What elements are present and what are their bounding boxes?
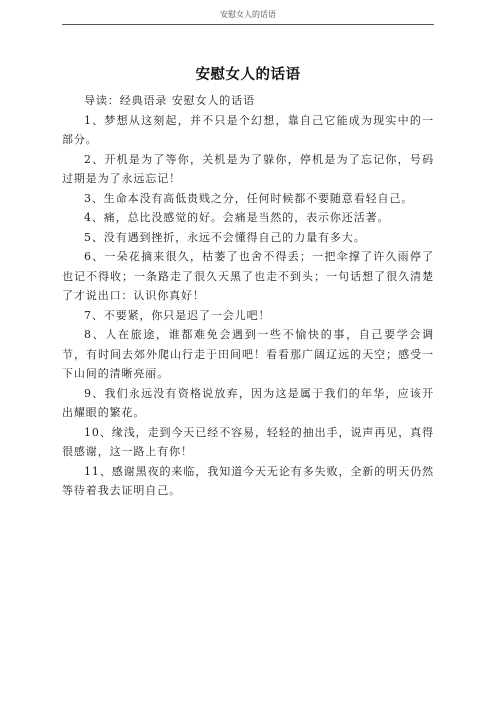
quote-paragraph-9: 9、我们永远没有资格说放弃，因为这是属于我们的年华，应该开出耀眼的繁花。 (62, 386, 434, 419)
document-title: 安慰女人的话语 (195, 66, 301, 83)
quote-paragraph-8: 8、人在旅途，谁都难免会遇到一些不愉快的事，自己要学会调节，有时间去郊外爬山行走于田间吧！看看那广阔辽远的天空；感受一下山间的清晰亮丽。 (62, 328, 434, 380)
header-divider (62, 24, 434, 25)
intro-line: 导读：经典语录 安慰女人的话语 (84, 94, 255, 107)
quote-paragraph-6: 6、一朵花摘来很久，枯萎了也舍不得丢；一把伞撑了许久雨停了也记不得收；一条路走了很久天黑了也走不到头；一句话想了很久清楚了才说出口：认识你真好！ (62, 250, 434, 302)
quote-paragraph-3: 3、生命本没有高低贵贱之分，任何时候都不要随意看轻自己。 (84, 191, 414, 205)
quote-paragraph-10: 10、缘浅，走到今天已经不容易，轻轻的抽出手，说声再见，真得很感谢，这一路上有你！ (62, 425, 434, 458)
quote-paragraph-4: 4、痛，总比没感觉的好。会痛是当然的，表示你还活著。 (84, 211, 390, 224)
running-header: 安慰女人的话语 (220, 10, 276, 19)
quote-paragraph-11: 11、感谢黑夜的来临，我知道今天无论有多失败，全新的明天仍然等待着我去证明自己。 (62, 464, 434, 497)
document-body (62, 91, 434, 501)
quote-paragraph-7: 7、不要紧，你只是迟了一会儿吧！ (84, 308, 271, 322)
quote-paragraph-2: 2、开机是为了等你，关机是为了躲你，停机是为了忘记你，号码过期是为了永远忘记！ (62, 152, 434, 185)
quote-paragraph-5: 5、没有遇到挫折，永远不会懂得自己的力量有多大。 (84, 230, 366, 244)
quote-paragraph-1: 1、梦想从这刻起，并不只是个幻想，靠自己它能成为现实中的一部分。 (62, 113, 434, 146)
